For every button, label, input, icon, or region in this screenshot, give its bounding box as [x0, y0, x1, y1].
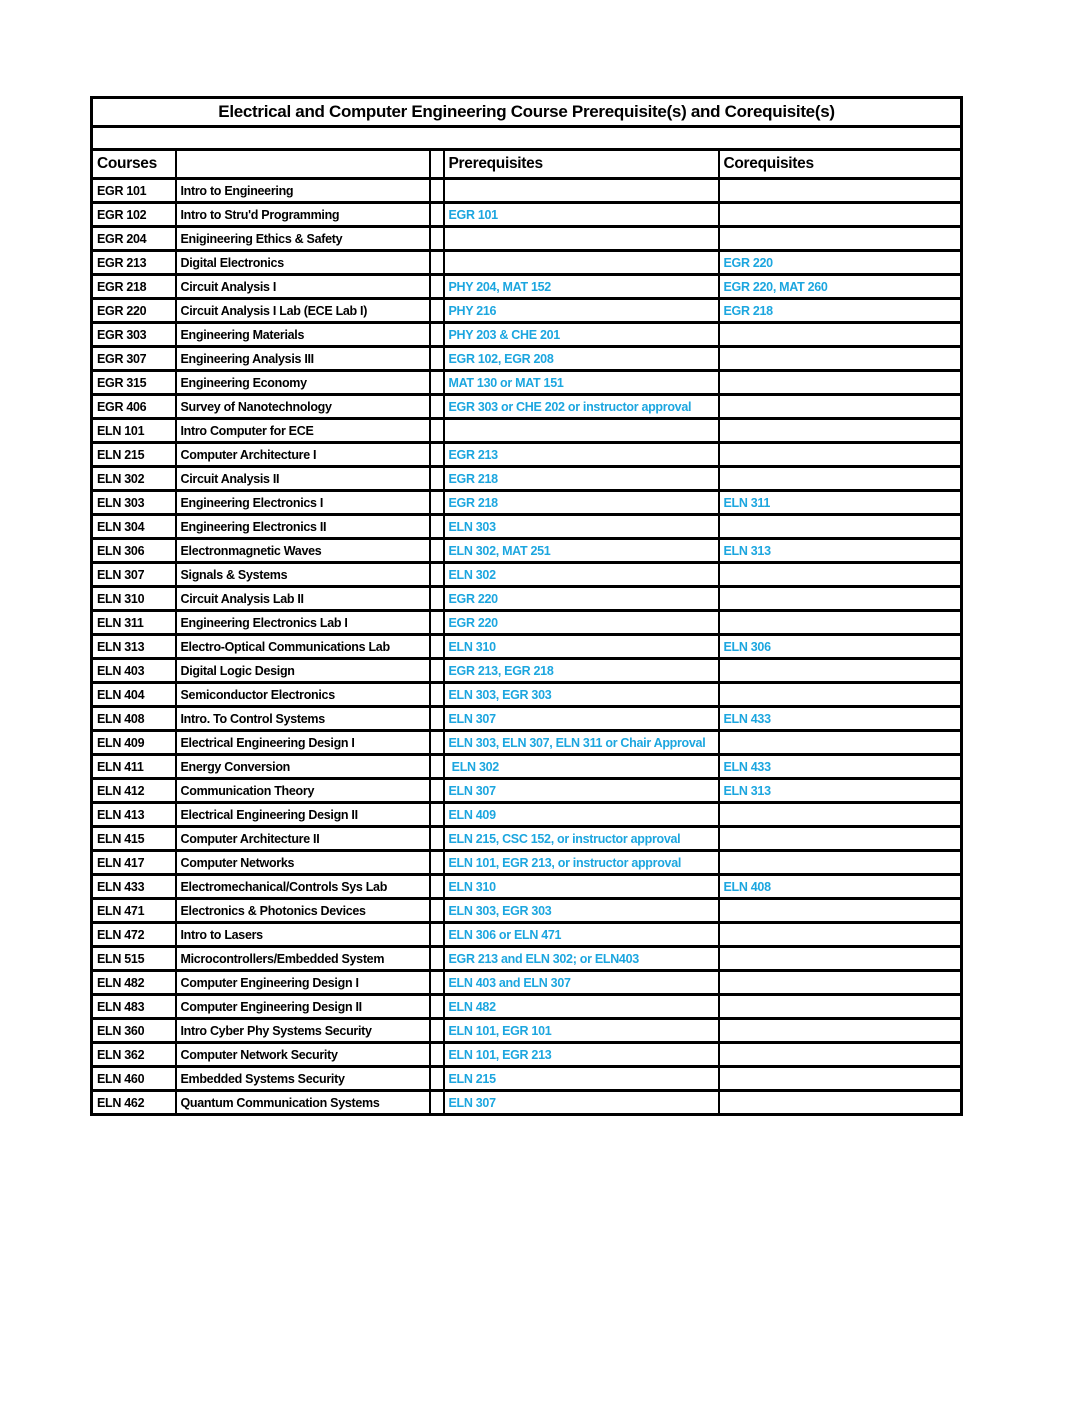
table-row	[92, 539, 962, 563]
course-prerequisites: EGR 213 and ELN 302; or ELN403	[444, 947, 719, 971]
course-code: ELN 404	[92, 683, 176, 707]
course-code: ELN 311	[92, 611, 176, 635]
table-row	[92, 659, 962, 683]
gap-cell	[430, 275, 444, 299]
table-row	[92, 179, 962, 203]
table-row	[92, 947, 962, 971]
table-row	[92, 563, 962, 587]
gap-cell	[430, 659, 444, 683]
course-name: Circuit Analysis I	[176, 275, 430, 299]
course-name: Computer Network Security	[176, 1043, 430, 1067]
course-prerequisites	[444, 251, 719, 275]
course-prerequisites: PHY 203 & CHE 201	[444, 323, 719, 347]
gap-cell	[430, 611, 444, 635]
gap-cell	[430, 395, 444, 419]
course-prerequisites: ELN 101, EGR 213, or instructor approval	[444, 851, 719, 875]
course-code: EGR 303	[92, 323, 176, 347]
course-name: Electro-Optical Communications Lab	[176, 635, 430, 659]
course-prerequisites: EGR 102, EGR 208	[444, 347, 719, 371]
course-code: ELN 460	[92, 1067, 176, 1091]
course-name: Signals & Systems	[176, 563, 430, 587]
course-prerequisites: ELN 403 and ELN 307	[444, 971, 719, 995]
course-prerequisites: ELN 101, EGR 101	[444, 1019, 719, 1043]
table-row	[92, 755, 962, 779]
course-corequisites	[719, 803, 962, 827]
table-row	[92, 875, 962, 899]
course-corequisites	[719, 395, 962, 419]
course-corequisites	[719, 1043, 962, 1067]
table-row	[92, 611, 962, 635]
course-code: EGR 102	[92, 203, 176, 227]
gap-cell	[430, 947, 444, 971]
course-code: ELN 411	[92, 755, 176, 779]
course-code: ELN 408	[92, 707, 176, 731]
course-code: ELN 101	[92, 419, 176, 443]
course-prerequisites: MAT 130 or MAT 151	[444, 371, 719, 395]
gap-cell	[430, 827, 444, 851]
gap-cell	[430, 755, 444, 779]
course-name: Electromechanical/Controls Sys Lab	[176, 875, 430, 899]
table-row	[92, 971, 962, 995]
gap-cell	[430, 299, 444, 323]
course-name: Intro to Engineering	[176, 179, 430, 203]
course-prerequisites: EGR 218	[444, 491, 719, 515]
course-name: Engineering Electronics Lab I	[176, 611, 430, 635]
course-prerequisites: ELN 302	[444, 563, 719, 587]
gap-cell	[430, 515, 444, 539]
course-code: ELN 483	[92, 995, 176, 1019]
course-prerequisites: EGR 101	[444, 203, 719, 227]
table-row	[92, 395, 962, 419]
table-row	[92, 347, 962, 371]
course-prerequisites: EGR 303 or CHE 202 or instructor approval	[444, 395, 719, 419]
course-corequisites	[719, 1067, 962, 1091]
course-code: ELN 215	[92, 443, 176, 467]
course-prerequisites: ELN 307	[444, 707, 719, 731]
gap-cell	[430, 203, 444, 227]
course-prerequisites: PHY 204, MAT 152	[444, 275, 719, 299]
course-code: ELN 360	[92, 1019, 176, 1043]
table-row	[92, 1067, 962, 1091]
table-row	[92, 587, 962, 611]
course-prerequisites: ELN 310	[444, 875, 719, 899]
course-code: EGR 101	[92, 179, 176, 203]
course-name: Semiconductor Electronics	[176, 683, 430, 707]
course-prerequisites: ELN 482	[444, 995, 719, 1019]
course-corequisites	[719, 179, 962, 203]
course-code: EGR 220	[92, 299, 176, 323]
course-name: Engineering Economy	[176, 371, 430, 395]
gap-cell	[430, 707, 444, 731]
course-corequisites	[719, 323, 962, 347]
table-row	[92, 299, 962, 323]
course-prerequisites: ELN 306 or ELN 471	[444, 923, 719, 947]
gap-cell	[430, 467, 444, 491]
table-row	[92, 323, 962, 347]
course-name: Intro. To Control Systems	[176, 707, 430, 731]
course-name: Circuit Analysis Lab II	[176, 587, 430, 611]
course-corequisites	[719, 683, 962, 707]
table-row	[92, 803, 962, 827]
course-code: ELN 471	[92, 899, 176, 923]
table-row	[92, 779, 962, 803]
table-row	[92, 275, 962, 299]
course-name: Digital Electronics	[176, 251, 430, 275]
spacer-cell	[92, 127, 962, 150]
course-name: Computer Networks	[176, 851, 430, 875]
table-row	[92, 923, 962, 947]
gap-cell	[430, 347, 444, 371]
course-corequisites	[719, 659, 962, 683]
course-code: ELN 415	[92, 827, 176, 851]
gap-cell	[430, 443, 444, 467]
gap-cell	[430, 683, 444, 707]
course-code: ELN 515	[92, 947, 176, 971]
course-code: ELN 482	[92, 971, 176, 995]
course-name: Computer Engineering Design I	[176, 971, 430, 995]
course-prerequisites: EGR 220	[444, 611, 719, 635]
table-row	[92, 707, 962, 731]
table-row	[92, 899, 962, 923]
table-row	[92, 251, 962, 275]
course-table-head	[92, 98, 962, 179]
course-name: Computer Architecture I	[176, 443, 430, 467]
spacer-row	[92, 127, 962, 150]
course-corequisites: ELN 433	[719, 755, 962, 779]
gap-cell	[430, 227, 444, 251]
course-prerequisites: ELN 303, EGR 303	[444, 683, 719, 707]
table-row	[92, 995, 962, 1019]
course-corequisites	[719, 971, 962, 995]
course-code: EGR 218	[92, 275, 176, 299]
course-name: Quantum Communication Systems	[176, 1091, 430, 1115]
gap-cell	[430, 371, 444, 395]
course-prerequisites: ELN 303, EGR 303	[444, 899, 719, 923]
course-corequisites	[719, 611, 962, 635]
gap-cell	[430, 995, 444, 1019]
course-prerequisites: EGR 213	[444, 443, 719, 467]
course-corequisites	[719, 203, 962, 227]
course-corequisites	[719, 443, 962, 467]
gap-cell	[430, 1019, 444, 1043]
course-corequisites: ELN 306	[719, 635, 962, 659]
course-name: Circuit Analysis II	[176, 467, 430, 491]
gap-cell	[430, 1091, 444, 1115]
course-code: EGR 204	[92, 227, 176, 251]
course-code: ELN 409	[92, 731, 176, 755]
course-prerequisites: ELN 307	[444, 1091, 719, 1115]
course-name: Intro Cyber Phy Systems Security	[176, 1019, 430, 1043]
course-prerequisites: ELN 303, ELN 307, ELN 311 or Chair Approval	[444, 731, 719, 755]
course-code: ELN 302	[92, 467, 176, 491]
header-prerequisites: Prerequisites	[444, 150, 719, 179]
table-row	[92, 635, 962, 659]
course-corequisites	[719, 467, 962, 491]
course-prerequisites: EGR 220	[444, 587, 719, 611]
course-name: Circuit Analysis I Lab (ECE Lab I)	[176, 299, 430, 323]
header-course-name-blank	[176, 150, 430, 179]
course-prerequisites	[444, 227, 719, 251]
table-row	[92, 491, 962, 515]
gap-cell	[430, 491, 444, 515]
gap-cell	[430, 971, 444, 995]
course-code: EGR 406	[92, 395, 176, 419]
course-name: Embedded Systems Security	[176, 1067, 430, 1091]
course-code: ELN 362	[92, 1043, 176, 1067]
gap-cell	[430, 539, 444, 563]
course-code: ELN 413	[92, 803, 176, 827]
table-row	[92, 203, 962, 227]
gap-cell	[430, 179, 444, 203]
course-prerequisites: ELN 215, CSC 152, or instructor approval	[444, 827, 719, 851]
course-corequisites: EGR 218	[719, 299, 962, 323]
course-name: Intro Computer for ECE	[176, 419, 430, 443]
course-prerequisites: ELN 302, MAT 251	[444, 539, 719, 563]
gap-cell	[430, 851, 444, 875]
course-name: Enigineering Ethics & Safety	[176, 227, 430, 251]
course-name: Engineering Materials	[176, 323, 430, 347]
course-code: ELN 303	[92, 491, 176, 515]
course-name: Electronics & Photonics Devices	[176, 899, 430, 923]
table-row	[92, 371, 962, 395]
course-code: ELN 307	[92, 563, 176, 587]
course-prerequisites	[444, 419, 719, 443]
table-row	[92, 1043, 962, 1067]
gap-cell	[430, 779, 444, 803]
table-row	[92, 851, 962, 875]
course-name: Engineering Analysis III	[176, 347, 430, 371]
gap-cell	[430, 1067, 444, 1091]
table-row	[92, 1019, 962, 1043]
course-code: ELN 462	[92, 1091, 176, 1115]
header-row	[92, 150, 962, 179]
course-prerequisites: PHY 216	[444, 299, 719, 323]
course-corequisites: ELN 313	[719, 779, 962, 803]
course-corequisites	[719, 947, 962, 971]
course-code: ELN 403	[92, 659, 176, 683]
course-corequisites	[719, 419, 962, 443]
course-name: Survey of Nanotechnology	[176, 395, 430, 419]
course-prerequisites: EGR 218	[444, 467, 719, 491]
course-prerequisite-table	[90, 96, 963, 1116]
course-corequisites	[719, 731, 962, 755]
header-courses: Courses	[92, 150, 176, 179]
course-corequisites: EGR 220, MAT 260	[719, 275, 962, 299]
course-corequisites	[719, 587, 962, 611]
course-name: Computer Engineering Design II	[176, 995, 430, 1019]
course-corequisites	[719, 1091, 962, 1115]
table-row	[92, 827, 962, 851]
table-row	[92, 443, 962, 467]
course-prerequisites: ELN 302	[444, 755, 719, 779]
course-code: ELN 313	[92, 635, 176, 659]
table-row	[92, 419, 962, 443]
course-corequisites	[719, 899, 962, 923]
course-code: EGR 315	[92, 371, 176, 395]
course-name: Computer Architecture II	[176, 827, 430, 851]
table-row	[92, 227, 962, 251]
gap-cell	[430, 419, 444, 443]
course-corequisites	[719, 515, 962, 539]
table-row	[92, 683, 962, 707]
course-prerequisites: EGR 213, EGR 218	[444, 659, 719, 683]
course-name: Intro to Stru'd Programming	[176, 203, 430, 227]
course-code: ELN 304	[92, 515, 176, 539]
course-name: Electrical Engineering Design I	[176, 731, 430, 755]
course-corequisites: ELN 433	[719, 707, 962, 731]
course-name: Energy Conversion	[176, 755, 430, 779]
header-corequisites: Corequisites	[719, 150, 962, 179]
gap-cell	[430, 587, 444, 611]
course-code: EGR 307	[92, 347, 176, 371]
course-corequisites	[719, 1019, 962, 1043]
gap-cell	[430, 635, 444, 659]
course-corequisites	[719, 827, 962, 851]
title-row	[92, 98, 962, 127]
course-code: ELN 417	[92, 851, 176, 875]
course-name: Electrical Engineering Design II	[176, 803, 430, 827]
course-prerequisites: ELN 307	[444, 779, 719, 803]
gap-cell	[430, 251, 444, 275]
course-code: ELN 472	[92, 923, 176, 947]
course-name: Intro to Lasers	[176, 923, 430, 947]
course-corequisites	[719, 995, 962, 1019]
course-name: Microcontrollers/Embedded System	[176, 947, 430, 971]
course-corequisites: EGR 220	[719, 251, 962, 275]
table-row	[92, 731, 962, 755]
gap-cell	[430, 1043, 444, 1067]
gap-cell	[430, 803, 444, 827]
course-prerequisite-table-container	[90, 96, 960, 1116]
course-code: EGR 213	[92, 251, 176, 275]
course-code: ELN 310	[92, 587, 176, 611]
course-prerequisites: ELN 310	[444, 635, 719, 659]
course-corequisites	[719, 851, 962, 875]
table-row	[92, 1091, 962, 1115]
gap-cell	[430, 731, 444, 755]
course-code: ELN 433	[92, 875, 176, 899]
course-corequisites: ELN 311	[719, 491, 962, 515]
course-corequisites: ELN 313	[719, 539, 962, 563]
course-prerequisites: ELN 303	[444, 515, 719, 539]
gap-cell	[430, 875, 444, 899]
course-corequisites: ELN 408	[719, 875, 962, 899]
table-row	[92, 467, 962, 491]
course-code: ELN 306	[92, 539, 176, 563]
gap-cell	[430, 323, 444, 347]
course-name: Engineering Electronics II	[176, 515, 430, 539]
header-gap-blank	[430, 150, 444, 179]
course-corequisites	[719, 923, 962, 947]
table-title: Electrical and Computer Engineering Course Prerequisite(s) and Corequisite(s)	[92, 98, 962, 127]
course-name: Electronmagnetic Waves	[176, 539, 430, 563]
gap-cell	[430, 923, 444, 947]
course-prerequisites: ELN 215	[444, 1067, 719, 1091]
course-corequisites	[719, 227, 962, 251]
gap-cell	[430, 563, 444, 587]
course-corequisites	[719, 563, 962, 587]
course-prerequisites: ELN 409	[444, 803, 719, 827]
table-row	[92, 515, 962, 539]
course-name: Engineering Electronics I	[176, 491, 430, 515]
course-prerequisites	[444, 179, 719, 203]
course-corequisites	[719, 371, 962, 395]
course-corequisites	[719, 347, 962, 371]
course-code: ELN 412	[92, 779, 176, 803]
course-name: Communication Theory	[176, 779, 430, 803]
gap-cell	[430, 899, 444, 923]
course-table-body	[92, 179, 962, 1115]
course-prerequisites: ELN 101, EGR 213	[444, 1043, 719, 1067]
course-name: Digital Logic Design	[176, 659, 430, 683]
